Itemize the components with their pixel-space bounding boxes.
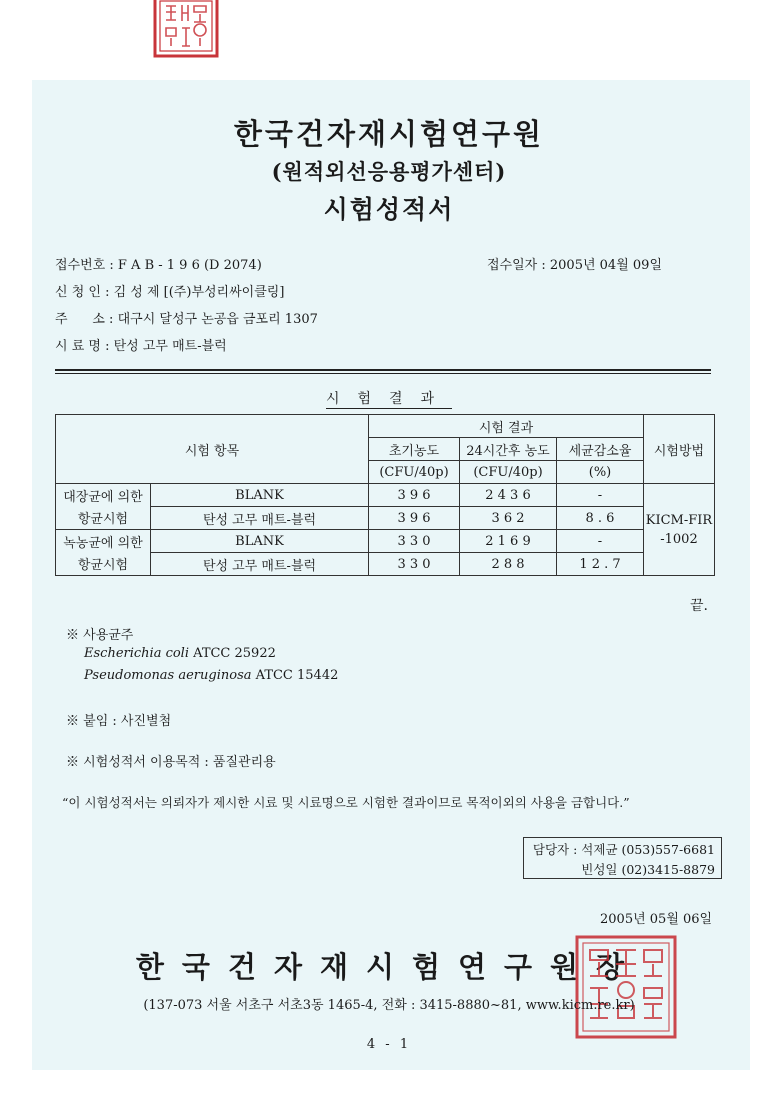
header-initial-unit: (CFU/40p) — [369, 461, 460, 484]
after24-cell: 2 1 6 9 — [460, 530, 557, 553]
table-row — [56, 553, 715, 576]
header-initial: 초기농도 — [369, 438, 460, 461]
page-number: 4 - 1 — [366, 1037, 412, 1052]
strains-label: ※ 사용균주 — [66, 628, 134, 643]
org-name: 한국건자재시험연구원 — [233, 117, 545, 151]
group-label-line2: 항균시험 — [56, 507, 151, 530]
table-row — [56, 507, 715, 530]
header-item: 시험 항목 — [56, 415, 369, 484]
applicant-label: 신 청 인 : — [55, 285, 110, 300]
header-result: 시험 결과 — [369, 415, 644, 438]
sample-cell: BLANK — [151, 484, 369, 507]
footer-address: (137-073 서울 서초구 서초3동 1465-4, 전화 : 3415-8880~81, www.kicm.re.kr) — [143, 998, 635, 1013]
receipt-no-line — [55, 254, 262, 273]
divider-thin — [55, 373, 711, 374]
end-mark: 끝. — [690, 598, 708, 614]
header-after24: 24시간후 농도 — [460, 438, 557, 461]
header-method: 시험방법 — [644, 415, 715, 484]
method-line2: -1002 — [660, 531, 698, 547]
header-after24-unit: (CFU/40p) — [460, 461, 557, 484]
table-row — [56, 484, 715, 507]
sample-cell: BLANK — [151, 530, 369, 553]
sample-cell: 탄성 고무 매트-블럭 — [151, 507, 369, 530]
contact-line-1: 담당자 : 석제균 (053)557-6681 — [532, 842, 715, 857]
strain-2-name: Pseudomonas aeruginosa — [84, 668, 252, 683]
sample-value: 탄성 고무 매트-블럭 — [113, 339, 227, 354]
strain-1 — [84, 646, 276, 661]
top-seal-stamp — [152, 0, 220, 60]
header-reduction: 세균감소율 — [557, 438, 644, 461]
receipt-date-value: 2005년 04월 09일 — [549, 258, 662, 273]
issue-date: 2005년 05월 06일 — [600, 912, 713, 927]
results-title — [0, 388, 778, 408]
doc-title: 시험성적서 — [323, 195, 455, 224]
reduction-cell: - — [557, 530, 644, 553]
reduction-cell: - — [557, 484, 644, 507]
director-seal-stamp — [574, 934, 678, 1040]
purpose-note: ※ 시험성적서 이용목적 : 품질관리용 — [66, 755, 276, 770]
table-row — [56, 530, 715, 553]
strain-2 — [84, 668, 338, 683]
center-name: (원적외선응용평가센터) — [271, 159, 507, 184]
after24-cell: 2 8 8 — [460, 553, 557, 576]
results-title-text: 시험결과 — [325, 391, 453, 407]
table-header-row — [56, 415, 715, 438]
strain-1-code: ATCC 25922 — [193, 646, 276, 661]
applicant-value: 김 성 제 [(주)부성리싸이클링] — [113, 285, 285, 300]
group-label-line2: 항균시험 — [56, 553, 151, 576]
after24-cell: 3 6 2 — [460, 507, 557, 530]
sample-cell: 탄성 고무 매트-블럭 — [151, 553, 369, 576]
applicant-line — [55, 281, 284, 300]
reduction-cell: 1 2 . 7 — [557, 553, 644, 576]
receipt-no-value: F A B - 1 9 6 (D 2074) — [117, 258, 262, 273]
attachment-note: ※ 붙임 : 사진별첨 — [66, 714, 172, 729]
contact-line-2: 빈성일 (02)3415-8879 — [581, 862, 715, 877]
initial-cell: 3 9 6 — [369, 507, 460, 530]
header-reduction-unit: (%) — [557, 461, 644, 484]
strain-1-name: Escherichia coli — [84, 646, 189, 661]
director-title: 한국건자재시험연구원장 — [135, 950, 643, 984]
address-label: 주 소 : — [55, 312, 114, 327]
receipt-date-line — [487, 254, 662, 273]
disclaimer: “이 시험성적서는 의뢰자가 제시한 시료 및 시료명으로 시험한 결과이므로 목적이외의 사용을 금합니다.” — [62, 795, 630, 810]
group-label-line1: 녹농균에 의한 — [56, 530, 151, 553]
divider-thick — [55, 369, 711, 371]
reduction-cell: 8 . 6 — [557, 507, 644, 530]
group-label-line1: 대장균에 의한 — [56, 484, 151, 507]
receipt-date-label: 접수일자 : — [487, 258, 546, 273]
receipt-no-label: 접수번호 : — [55, 258, 114, 273]
sample-label: 시 료 명 : — [55, 339, 110, 354]
strain-2-code: ATCC 15442 — [255, 668, 339, 683]
initial-cell: 3 3 0 — [369, 530, 460, 553]
method-line1: KICM-FIR — [645, 512, 713, 528]
address-line — [55, 308, 318, 327]
sample-line — [55, 335, 227, 354]
address-value: 대구시 달성구 논공읍 금포리 1307 — [117, 312, 318, 327]
initial-cell: 3 9 6 — [369, 484, 460, 507]
results-table — [55, 414, 715, 576]
after24-cell: 2 4 3 6 — [460, 484, 557, 507]
initial-cell: 3 3 0 — [369, 553, 460, 576]
contact-box — [523, 837, 722, 879]
method-cell — [644, 484, 715, 576]
